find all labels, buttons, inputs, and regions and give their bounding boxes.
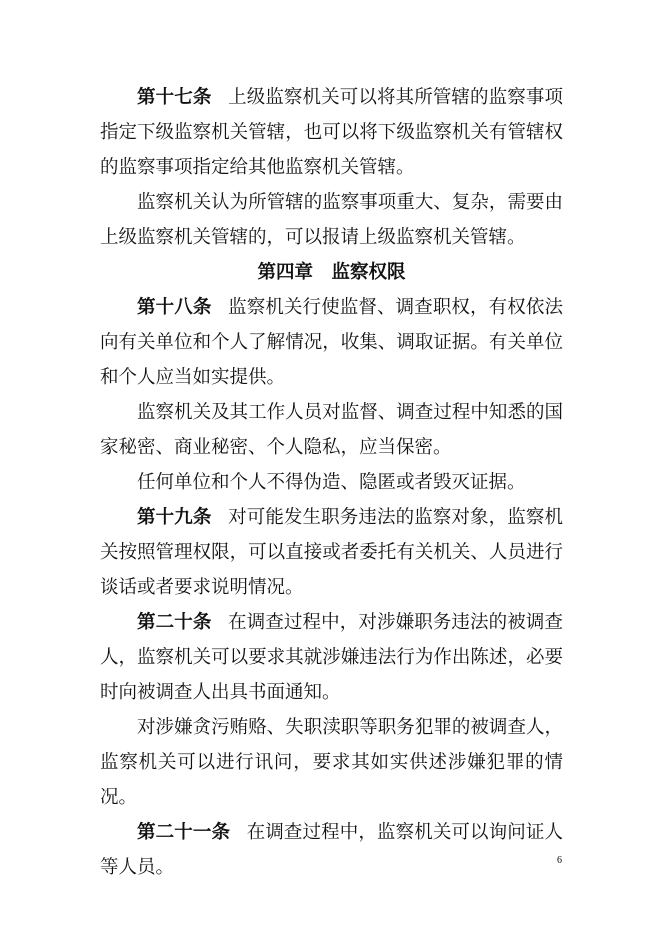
article-number: 第十八条 [137,297,212,318]
article-20 [100,605,563,710]
article-number: 第十七条 [137,87,212,108]
article-text: 上级监察机关可以将其所管辖的监察事项指定下级监察机关管辖，也可以将下级监察机关有管辖权的监察事项指定给其他监察机关管辖。 [100,87,563,178]
document-body [100,80,563,885]
chapter-heading: 第四章 监察权限 [257,262,406,283]
article-number: 第二十条 [137,612,212,633]
paragraph: 监察机关认为所管辖的监察事项重大、复杂，需要由上级监察机关管辖的，可以报请上级监察机关管辖。 [100,192,563,248]
article-19 [100,500,563,605]
article-21 [100,815,563,885]
article-text: 在调查过程中，监察机关可以询问证人等人员。 [100,822,563,878]
article-text: 监察机关行使监督、调查职权，有权依法向有关单位和个人了解情况，收集、调取证据。有关单位和个人应当如实提供。 [100,297,563,388]
article-text: 在调查过程中，对涉嫌职务违法的被调查人，监察机关可以要求其就涉嫌违法行为作出陈述，必要时向被调查人出具书面通知。 [100,612,563,703]
page-number: 6 [557,855,562,866]
article-17 [100,80,563,185]
paragraph: 监察机关及其工作人员对监督、调查过程中知悉的国家秘密、商业秘密、个人隐私，应当保密。 [100,402,563,458]
paragraph: 对涉嫌贪污贿赂、失职渎职等职务犯罪的被调查人，监察机关可以进行讯问，要求其如实供述涉嫌犯罪的情况。 [100,717,563,808]
article-number: 第二十一条 [137,822,231,843]
article-number: 第十九条 [137,507,212,528]
article-text: 对可能发生职务违法的监察对象，监察机关按照管理权限，可以直接或者委托有关机关、人员进行谈话或者要求说明情况。 [100,507,563,598]
paragraph: 任何单位和个人不得伪造、隐匿或者毁灭证据。 [137,472,526,493]
article-18 [100,290,563,395]
